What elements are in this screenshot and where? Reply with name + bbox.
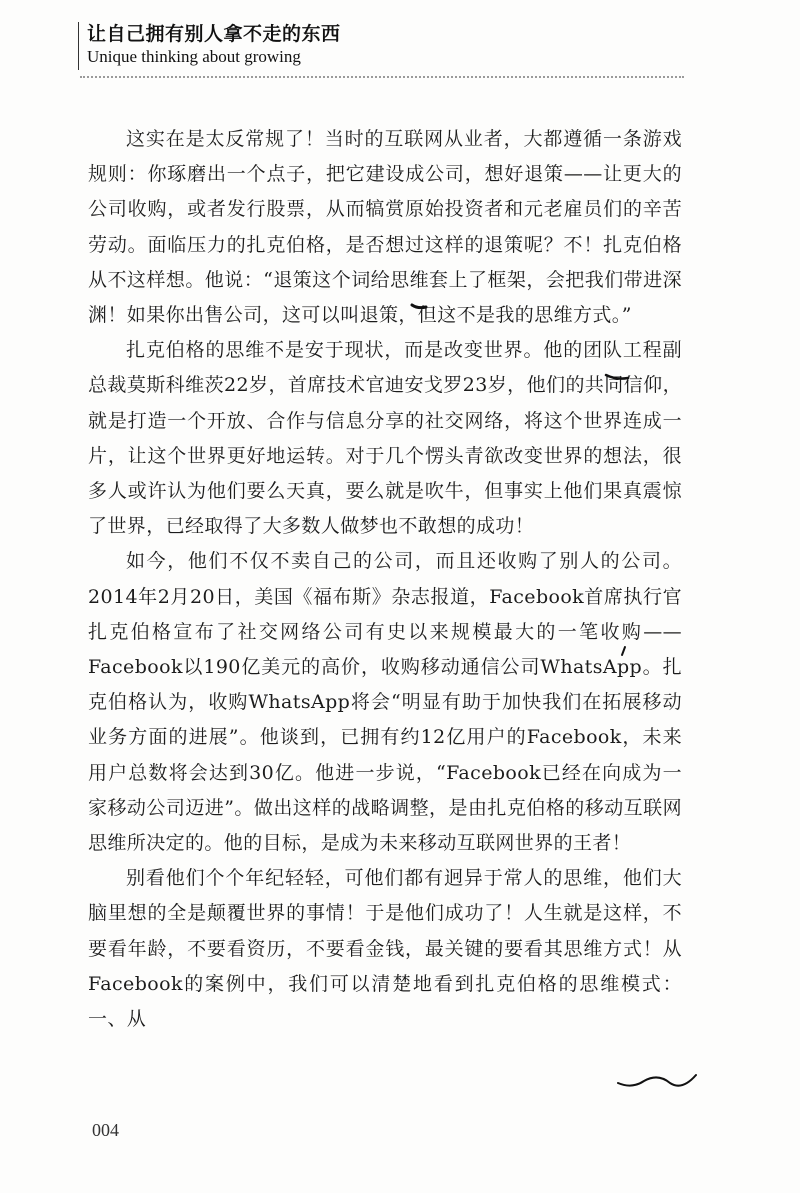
chapter-subtitle: Unique thinking about growing [87,47,301,66]
running-header [78,22,341,70]
paragraph-1: 这实在是太反常规了！当时的互联网从业者，大都遵循一条游戏规则：你琢磨出一个点子，把它建设成公司，想好退策——让更大的公司收购，或者发行股票，从而犒赏原始投资者和元老雇员们的辛苦劳动。面临压力的扎克伯格，是否想过这样的退策呢？不！扎克伯格从不这样想。他说：“退策这个词给思维套上了框架，会把我们带进深渊！如果你出售公司，这可以叫退策，但这不是我的思维方式。” [88,128,682,327]
pen-mark-wave-underline [618,1075,696,1086]
page-number: 004 [92,1120,119,1140]
paragraph-2: 扎克伯格的思维不是安于现状，而是改变世界。他的团队工程副总裁莫斯科维茨22岁，首席技术官迪安戈罗23岁，他们的共同信仰，就是打造一个开放、合作与信息分享的社交网络，将这个世界连成一片，让这个世界更好地运转。对于几个愣头青欲改变世界的想法，很多人或许认为他们要么天真，要么就是吹牛，但事实上他们果真震惊了世界，已经取得了大多数人做梦也不敢想的成功！ [88,339,682,538]
paragraph-4: 别看他们个个年纪轻轻，可他们都有迥异于常人的思维，他们大脑里想的全是颠覆世界的事情！于是他们成功了！人生就是这样，不要看年龄，不要看资历，不要看金钱，最关键的要看其思维方式！从Facebook的案例中，我们可以清楚地看到扎克伯格的思维模式：一、从 [88,867,682,1031]
paragraph-3: 如今，他们不仅不卖自己的公司，而且还收购了别人的公司。2014年2月20日，美国《福布斯》杂志报道，Facebook首席执行官扎克伯格宣布了社交网络公司有史以来规模最大的一笔收购——Facebook以190亿美元的高价，收购移动通信公司WhatsApp。扎克伯格认为，收购WhatsApp将会“明显有助于加快我们在拓展移动业务方面的进展”。他谈到，已拥有约12亿用户的Facebook，未来用户总数将会达到30亿。他进一步说，“Facebook已经在向成为一家移动公司迈进”。做出这样的战略调整，是由扎克伯格的移动互联网思维所决定的。他的目标，是成为未来移动互联网世界的王者！ [88,550,682,855]
header-dotted-rule [80,76,684,78]
chapter-title: 让自己拥有别人拿不走的东西 [87,23,341,45]
body-text [88,122,682,1037]
